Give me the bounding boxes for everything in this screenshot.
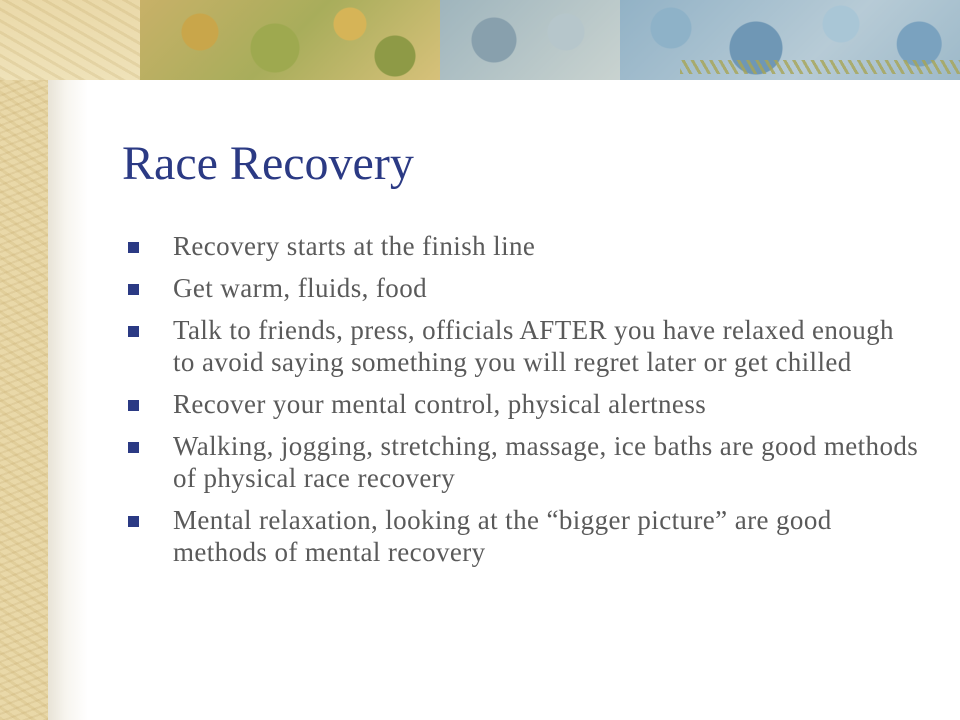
bullet-item <box>122 504 922 568</box>
bullet-text: Get warm, fluids, food <box>173 273 428 303</box>
water-photo <box>620 0 960 80</box>
bullet-text: Talk to friends, press, officials AFTER you have relaxed enough to avoid saying something you will regret later or get chilled <box>173 315 894 377</box>
bullet-list <box>122 230 922 578</box>
bullet-text: Walking, jogging, stretching, massage, ice baths are good methods of physical race recovery <box>173 431 919 493</box>
bullet-item <box>122 314 922 378</box>
leaves-photo <box>140 0 440 80</box>
square-bullet-icon <box>128 284 139 295</box>
square-bullet-icon <box>128 442 139 453</box>
bullet-text: Recovery starts at the finish line <box>173 231 536 261</box>
bullet-text: Mental relaxation, looking at the “bigger picture” are good methods of mental recovery <box>173 505 832 567</box>
parchment-left-strip <box>0 0 48 720</box>
square-bullet-icon <box>128 326 139 337</box>
square-bullet-icon <box>128 242 139 253</box>
header-photo-collage <box>140 0 960 82</box>
bullet-item <box>122 430 922 494</box>
bullet-item <box>122 272 922 304</box>
slide-title: Race Recovery <box>122 137 414 190</box>
bullet-text: Recover your mental control, physical alertness <box>173 389 707 419</box>
square-bullet-icon <box>128 400 139 411</box>
bullet-item <box>122 230 922 262</box>
square-bullet-icon <box>128 516 139 527</box>
bullet-item <box>122 388 922 420</box>
stones-photo <box>440 0 620 80</box>
